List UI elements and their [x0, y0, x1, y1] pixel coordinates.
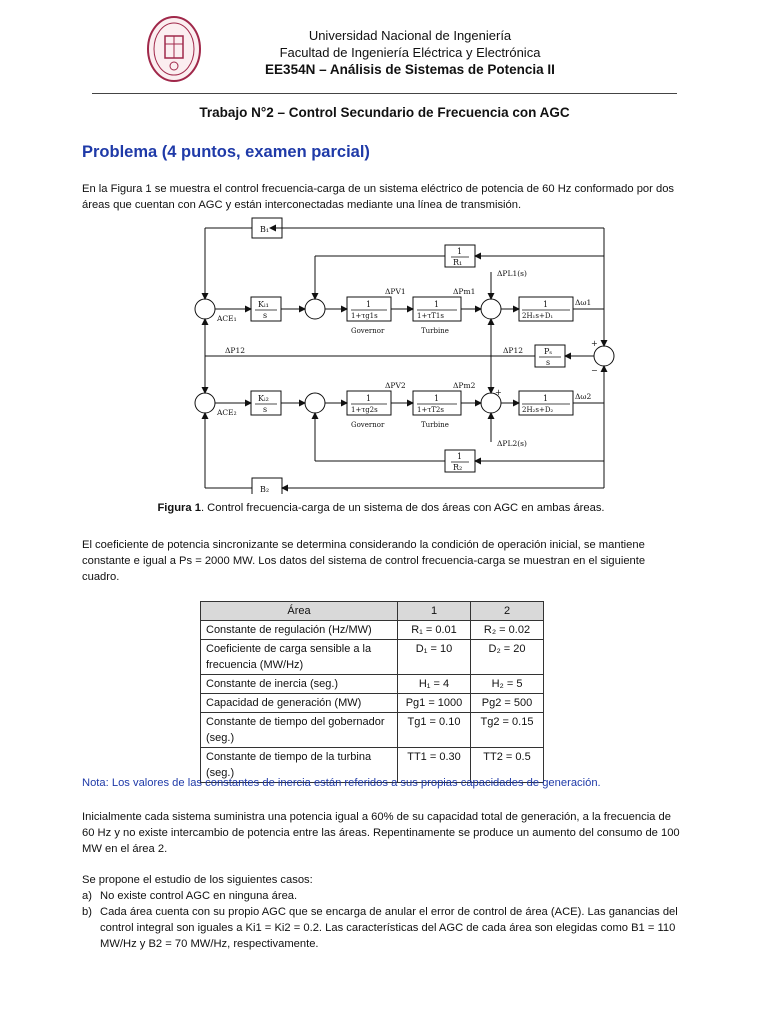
problem-heading: Problema (4 puntos, examen parcial)	[82, 143, 370, 161]
table-cell: Tg1 = 0.10	[398, 713, 471, 748]
sum-junction-ace2	[195, 393, 215, 413]
r2-num: 1	[457, 452, 463, 461]
tur2-den: 1+τT2s	[417, 406, 444, 414]
table-cell: Pg1 = 1000	[398, 694, 471, 713]
case-marker: b)	[82, 906, 92, 918]
tie-minus-sign: −	[591, 366, 598, 375]
header-divider	[92, 93, 677, 94]
table-row	[201, 713, 544, 748]
table-cell: Coeficiente de carga sensible a la frecuencia (MW/Hz)	[201, 640, 398, 675]
table-cell: TT1 = 0.30	[398, 748, 471, 783]
figure-caption-label: Figura 1	[157, 502, 201, 514]
sum-junction-tie	[594, 346, 614, 366]
tur1-den: 1+τT1s	[417, 312, 444, 320]
r2-den: R₂	[453, 463, 463, 472]
tur1-num: 1	[434, 300, 440, 309]
turbine1-label: Turbine	[421, 327, 449, 335]
r1-num: 1	[457, 247, 463, 256]
gen2-den: 2H₂s+D₂	[522, 406, 554, 414]
dw2-label: Δω2	[575, 392, 592, 401]
university-seal-logo	[146, 14, 202, 84]
table-header-row	[201, 602, 544, 621]
table-row	[201, 640, 544, 675]
case-text: Cada área cuenta con su propio AGC que se encarga de anular el error de control de área (ACE). Las ganancias del control integral son iguales a Ki1 = Ki2 = 0.2. Las características del AGC de cada área son elegidas como B1 = 110 MW/Hz y B2 = 70 MW/Hz, respectivamente.	[100, 906, 678, 950]
dp12-right-label: ΔP12	[503, 346, 524, 355]
sum-junction-gov2	[305, 393, 325, 413]
tur2-num: 1	[434, 394, 440, 403]
ps-paragraph: El coeficiente de potencia sincronizante se determina considerando la condición de operación inicial, se mantiene constante e igual a Ps = 2000 MW. Los datos del sistema de control frecuencia-carga se muestran en el siguiente cuadro.	[82, 539, 646, 583]
table-cell: D₁ = 10	[398, 640, 471, 675]
initial-conditions-paragraph: Inicialmente cada sistema suministra una potencia igual a 60% de su capacidad total de generación, a la frecuencia de 60 Hz y no existe intercambio de potencia entre las áreas. Repentinamente se produce un aumento del consumo de 100 MW en el área 2.	[82, 811, 680, 855]
list-item	[82, 888, 682, 904]
gov2-den: 1+τg2s	[351, 406, 378, 414]
table-cell: Constante de tiempo de la turbina (seg.)	[201, 748, 398, 783]
table-cell: Tg2 = 0.15	[471, 713, 544, 748]
table-row	[201, 675, 544, 694]
dpm2-label: ΔPm2	[453, 381, 476, 390]
dpv1-label: ΔPV1	[385, 287, 406, 296]
gov1-num: 1	[366, 300, 372, 309]
ace2-label: ACE₂	[217, 408, 237, 417]
figure-caption	[82, 502, 680, 514]
table-cell: Constante de inercia (seg.)	[201, 675, 398, 694]
table-header-area2: 2	[471, 602, 544, 621]
intro-paragraph: En la Figura 1 se muestra el control frecuencia-carga de un sistema eléctrico de potencia de 60 Hz conformado por dos áreas que cuentan con AGC y están interconectadas mediante una línea de transmisión.	[82, 183, 675, 211]
table-cell: TT2 = 0.5	[471, 748, 544, 783]
ki2-num: Kᵢ₂	[258, 394, 269, 403]
gen1-den: 2H₁s+D₁	[522, 312, 554, 320]
sum-junction-gov1	[305, 299, 325, 319]
table-row	[201, 621, 544, 640]
case-marker: a)	[82, 890, 92, 902]
ace1-label: ACE₁	[217, 314, 237, 323]
dp12-left-label: ΔP12	[225, 346, 246, 355]
table-cell: D₂ = 20	[471, 640, 544, 675]
table-cell: Capacidad de generación (MW)	[201, 694, 398, 713]
dpl1-label: ΔPL1(s)	[497, 269, 527, 278]
ki1-den: s	[263, 311, 268, 320]
r1-den: R₁	[453, 258, 463, 267]
document-header	[200, 27, 620, 78]
ki2-den: s	[263, 405, 268, 414]
table-header-area: Área	[201, 602, 398, 621]
ps-num: Pₛ	[544, 347, 553, 356]
turbine2-label: Turbine	[421, 421, 449, 429]
figure-caption-text: . Control frecuencia-carga de un sistema de dos áreas con AGC en ambas áreas.	[200, 502, 605, 514]
table-cell: Constante de regulación (Hz/MW)	[201, 621, 398, 640]
inertia-note: Nota: Los valores de las constantes de inercia están referidos a sus propias capacidades de generación.	[82, 777, 601, 789]
course-name: EE354N – Análisis de Sistemas de Potencia II	[265, 62, 555, 77]
dw1-label: Δω1	[575, 298, 592, 307]
dpl2-label: ΔPL2(s)	[497, 439, 527, 448]
table-cell: Pg2 = 500	[471, 694, 544, 713]
assignment-title: Trabajo N°2 – Control Secundario de Frecuencia con AGC	[199, 105, 570, 120]
university-name: Universidad Nacional de Ingeniería	[308, 28, 512, 43]
table-row	[201, 694, 544, 713]
table-header-area1: 1	[398, 602, 471, 621]
gen2-plus-sign: +	[495, 388, 502, 397]
governor1-label: Governor	[351, 327, 385, 335]
dpv2-label: ΔPV2	[385, 381, 406, 390]
table-cell: Constante de tiempo del gobernador (seg.)	[201, 713, 398, 748]
table-cell: H₁ = 4	[398, 675, 471, 694]
b2-label: B₂	[260, 485, 270, 494]
sum-junction-ace1	[195, 299, 215, 319]
gen2-num: 1	[543, 394, 549, 403]
gov2-num: 1	[366, 394, 372, 403]
table-cell: H₂ = 5	[471, 675, 544, 694]
table-cell: R₁ = 0.01	[398, 621, 471, 640]
cases-list	[82, 872, 682, 952]
gen1-num: 1	[543, 300, 549, 309]
cases-intro: Se propone el estudio de los siguientes casos:	[82, 874, 313, 886]
parameters-table	[200, 601, 544, 783]
governor2-label: Governor	[351, 421, 385, 429]
case-text: No existe control AGC en ninguna área.	[100, 890, 298, 902]
ki1-num: Kᵢ₁	[258, 300, 269, 309]
b1-label: B₁	[260, 225, 270, 234]
dpm1-label: ΔPm1	[453, 287, 476, 296]
list-item	[82, 904, 682, 952]
sum-junction-gen1	[481, 299, 501, 319]
tie-plus-sign: +	[591, 339, 598, 348]
block-diagram-figure	[155, 212, 617, 494]
table-cell: R₂ = 0.02	[471, 621, 544, 640]
gov1-den: 1+τg1s	[351, 312, 378, 320]
faculty-name: Facultad de Ingeniería Eléctrica y Electrónica	[279, 45, 541, 60]
ps-den: s	[546, 358, 551, 367]
